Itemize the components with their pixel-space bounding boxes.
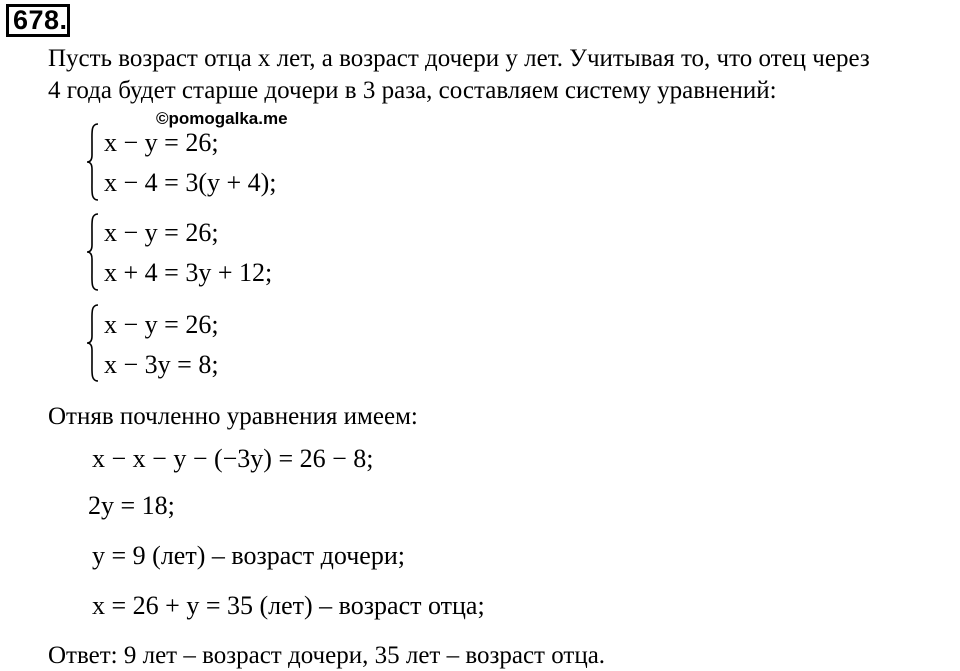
answer: Ответ: 9 лет – возраст дочери, 35 лет – возраст отца. [48, 642, 606, 669]
intro-line-2: 4 года будет старше дочери в 3 раза, составляем систему уравнений: [48, 77, 777, 104]
problem-number: 678. [6, 4, 70, 37]
step-1: x − x − y − (−3y) = 26 − 8; [92, 444, 374, 473]
subtraction-note: Отняв почленно уравнения имеем: [48, 403, 418, 430]
system-3-equation-1: x − y = 26; [104, 310, 219, 339]
system-3-brace-icon [86, 303, 102, 383]
watermark: ©pomogalka.me [156, 109, 288, 128]
system-2-equation-1: x − y = 26; [104, 218, 219, 247]
system-1-brace-icon [86, 122, 102, 202]
system-3-equation-2: x − 3y = 8; [104, 350, 219, 379]
system-1-equation-1: x − y = 26; [104, 128, 219, 157]
step-3: y = 9 (лет) – возраст дочери; [92, 541, 405, 570]
system-1-equation-2: x − 4 = 3(y + 4); [104, 168, 277, 197]
system-2-equation-2: x + 4 = 3y + 12; [104, 258, 273, 287]
step-2: 2y = 18; [88, 491, 175, 520]
step-4: x = 26 + y = 35 (лет) – возраст отца; [92, 591, 485, 620]
system-2-brace-icon [86, 212, 102, 292]
intro-line-1: Пусть возраст отца x лет, а возраст дочери y лет. Учитывая то, что отец через [48, 45, 870, 72]
